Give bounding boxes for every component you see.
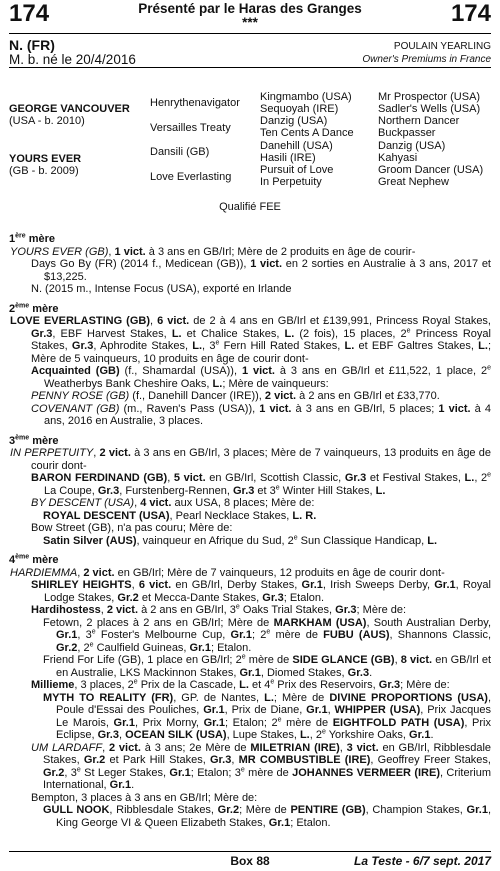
lot-number-right: 174: [450, 0, 491, 27]
produce-entry: SHIRLEY HEIGHTS, 6 vict. en GB/Irl, Derby Stakes, Gr.1, Irish Sweeps Derby, Gr.1, Royal Lodge Stakes, Gr.2 et Mecca-Dante Stakes, Gr.3; Etalon.: [31, 579, 491, 604]
consignor-name: Présenté par le Haras des Granges: [138, 1, 362, 16]
sale-venue-date: La Teste - 6/7 sept. 2017: [354, 854, 491, 868]
footer-rule: [9, 851, 491, 852]
pedigree-gen4-2: Sadler's Wells (USA): [378, 103, 481, 115]
lot-number-left: 174: [9, 0, 50, 27]
dam-generation-heading: 1ère mère: [9, 232, 55, 245]
qualification-note: Qualifié FEE: [219, 201, 281, 213]
produce-entry: Bow Street (GB), n'a pas couru; Mère de:: [31, 522, 233, 534]
pedigree-gen4-6: Kahyasi: [378, 152, 418, 164]
produce-entry: Bempton, 3 places à 3 ans en GB/Irl; Mère de:: [31, 791, 258, 804]
produce-entry: Days Go By (FR) (2014 f., Medicean (GB)), 1 vict. en 2 sorties en Australie à 3 ans, 2017 et $13,225.: [31, 258, 491, 283]
pedigree-gen2-1: Henrythenavigator: [150, 97, 240, 109]
produce-entry: Friend For Life (GB), 1 place en GB/Irl; 2e mère de SIDE GLANCE (GB), 8 vict. en GB/Irl et en Australie, LKS Mackinnon Stakes, Gr.1, Diomed Stakes, Gr.3.: [43, 653, 492, 679]
dam-generation-heading: 2ème mère: [9, 301, 59, 315]
produce-entry: GULL NOOK, Ribblesdale Stakes, Gr.2; Mère de PENTIRE (GB), Champion Stakes, Gr.1, King George VI & Queen Elizabeth Stakes, Gr.1; Etalon.: [43, 804, 492, 829]
header-rule: [9, 33, 491, 34]
produce-entry: BARON FERDINAND (GB), 5 vict. en GB/Irl, Scottish Classic, Gr.3 et Festival Stakes, L., 2e La Coupe, Gr.3, Furstenberg-Rennen, Gr.3 et 3e Winter Hill Stakes, L.: [31, 471, 492, 497]
produce-record: [9, 233, 491, 829]
sire-name: GEORGE VANCOUVER: [9, 103, 130, 115]
dam-generation-heading: 3ème mère: [9, 433, 59, 447]
produce-entry: HARDIEMMA, 2 vict. en GB/Irl; Mère de 7 vainqueurs, 12 produits en âge de courir dont-: [10, 566, 445, 579]
produce-entry: Acquainted (GB) (f., Shamardal (USA)), 1 vict. à 3 ans en GB/Irl et £11,522, 1 place, 2e Weatherbys Bank Cheshire Oaks, L.; Mère de vainqueurs:: [31, 364, 491, 390]
dam-generation-heading: 4ème mère: [9, 553, 59, 566]
consignor-title: [0, 2, 500, 30]
pedigree-gen3-2: Sequoyah (IRE): [260, 103, 339, 115]
pedigree-gen4-4: Buckpasser: [378, 127, 436, 139]
title-stars: ***: [242, 15, 258, 30]
pedigree-rule: [9, 67, 491, 68]
pedigree-gen4-3: Northern Dancer: [378, 115, 460, 127]
box-number: Box 88: [230, 854, 270, 868]
produce-entry: N. (2015 m., Intense Focus (USA), exporté en Irlande: [31, 283, 292, 295]
pedigree-gen4-7: Groom Dancer (USA): [378, 164, 484, 176]
dam-info: (GB - b. 2009): [9, 165, 79, 177]
produce-entry: Millieme, 3 places, 2e Prix de la Cascade, L. et 4e Prix des Reservoirs, Gr.3; Mère de:: [31, 678, 450, 691]
pedigree-gen2-3: Dansili (GB): [150, 146, 210, 158]
produce-entry: LOVE EVERLASTING (GB), 6 vict. de 2 à 4 ans en GB/Irl et £139,991, Princess Royal Stakes, Gr.3, EBF Harvest Stakes, L. et Chalice Stakes, L. (2 fois), 15 places, 2e Princess Royal Stakes, Gr.3, Aphrodite Stakes, L., 3e Fern Hill Rated Stakes, L. et EBF Galtres Stakes, L.; Mère de 5 vainqueurs, 10 produits en âge de courir dont-: [10, 315, 491, 365]
pedigree-gen3-7: Pursuit of Love: [260, 164, 334, 176]
pedigree-gen3-5: Danehill (USA): [260, 140, 333, 152]
produce-entry: IN PERPETUITY, 2 vict. à 3 ans en GB/Irl, 3 places; Mère de 7 vainqueurs, 13 produits en âge de courir dont-: [10, 447, 491, 472]
produce-entry: Hardihostess, 2 vict. à 2 ans en GB/Irl, 3e Oaks Trial Stakes, Gr.3; Mère de:: [31, 603, 407, 616]
pedigree-gen4-1: Mr Prospector (USA): [378, 91, 481, 103]
produce-entry: MYTH TO REALITY (FR), GP. de Nantes, L.; Mère de DIVINE PROPORTIONS (USA), Poule d'Essai des Pouliches, Gr.1, Prix de Diane, Gr.1, WHIPPER (USA), Prix Jacques Le Marois, Gr.1, Prix Morny, Gr.1; Etalon; 2e mère de EIGHTFOLD PATH (USA), Prix Eclipse, Gr.3, OCEAN SILK (USA), Lupe Stakes, L., 2e Yorkshire Oaks, Gr.1.: [43, 691, 491, 741]
pedigree-gen3-8: In Perpetuity: [260, 176, 322, 188]
pedigree-gen3-3: Danzig (USA): [260, 115, 328, 127]
produce-entry: Fetown, 2 places à 2 ans en GB/Irl; Mère de MARKHAM (USA), South Australian Derby, Gr.1, 3e Foster's Melbourne Cup, Gr.1; 2e mère de FUBU (AUS), Shannons Classic, Gr.2, 2e Caulfield Guineas, Gr.1; Etalon.: [43, 616, 492, 654]
produce-entry: UM LARDAFF, 2 vict. à 3 ans; 2e Mère de MILETRIAN (IRE), 3 vict. en GB/Irl, Ribblesdale Stakes, Gr.2 et Park Hill Stakes, Gr.3, MR COMBUSTIBLE (IRE), Geoffrey Freer Stakes, Gr.2, 3e St Leger Stakes, Gr.1; Etalon; 3e mère de JOHANNES VERMEER (IRE), Criterium International, Gr.1.: [31, 741, 492, 791]
pedigree-gen4-5: Danzig (USA): [378, 140, 446, 152]
pedigree-gen2-2: Versailles Treaty: [150, 122, 231, 134]
pedigree-gen4-8: Great Nephew: [378, 176, 449, 188]
produce-entry: Satin Silver (AUS), vainqueur en Afrique du Sud, 2e Sun Classique Handicap, L.: [43, 533, 438, 547]
pedigree-gen2-4: Love Everlasting: [150, 171, 232, 183]
produce-entry: BY DESCENT (USA), 4 vict. aux USA, 8 places; Mère de:: [31, 497, 315, 509]
sire-info: (USA - b. 2010): [9, 115, 85, 127]
pedigree-gen3-6: Hasili (IRE): [260, 152, 316, 164]
pedigree-gen3-4: Ten Cents A Dance: [260, 127, 354, 139]
produce-entry: COVENANT (GB) (m., Raven's Pass (USA)), 1 vict. à 3 ans en GB/Irl, 5 places; 1 vict. à 4 ans, 2016 en Australie, 3 places.: [31, 402, 491, 427]
premiums-note: Owner's Premiums in France: [362, 54, 491, 65]
sale-category: POULAIN YEARLING: [393, 41, 491, 52]
produce-entry: PENNY ROSE (GB) (f., Danehill Dancer (IRE)), 2 vict. à 2 ans en GB/Irl et £33,770.: [31, 390, 440, 402]
produce-entry: YOURS EVER (GB), 1 vict. à 3 ans en GB/Irl; Mère de 2 produits en âge de courir-: [10, 245, 416, 258]
horse-name: N. (FR): [9, 37, 55, 53]
dam-name: YOURS EVER: [9, 153, 82, 165]
produce-entry: ROYAL DESCENT (USA), Pearl Necklace Stakes, L. R.: [43, 509, 317, 522]
horse-description: M. b. né le 20/4/2016: [9, 52, 136, 67]
pedigree-gen3-1: Kingmambo (USA): [260, 91, 352, 103]
